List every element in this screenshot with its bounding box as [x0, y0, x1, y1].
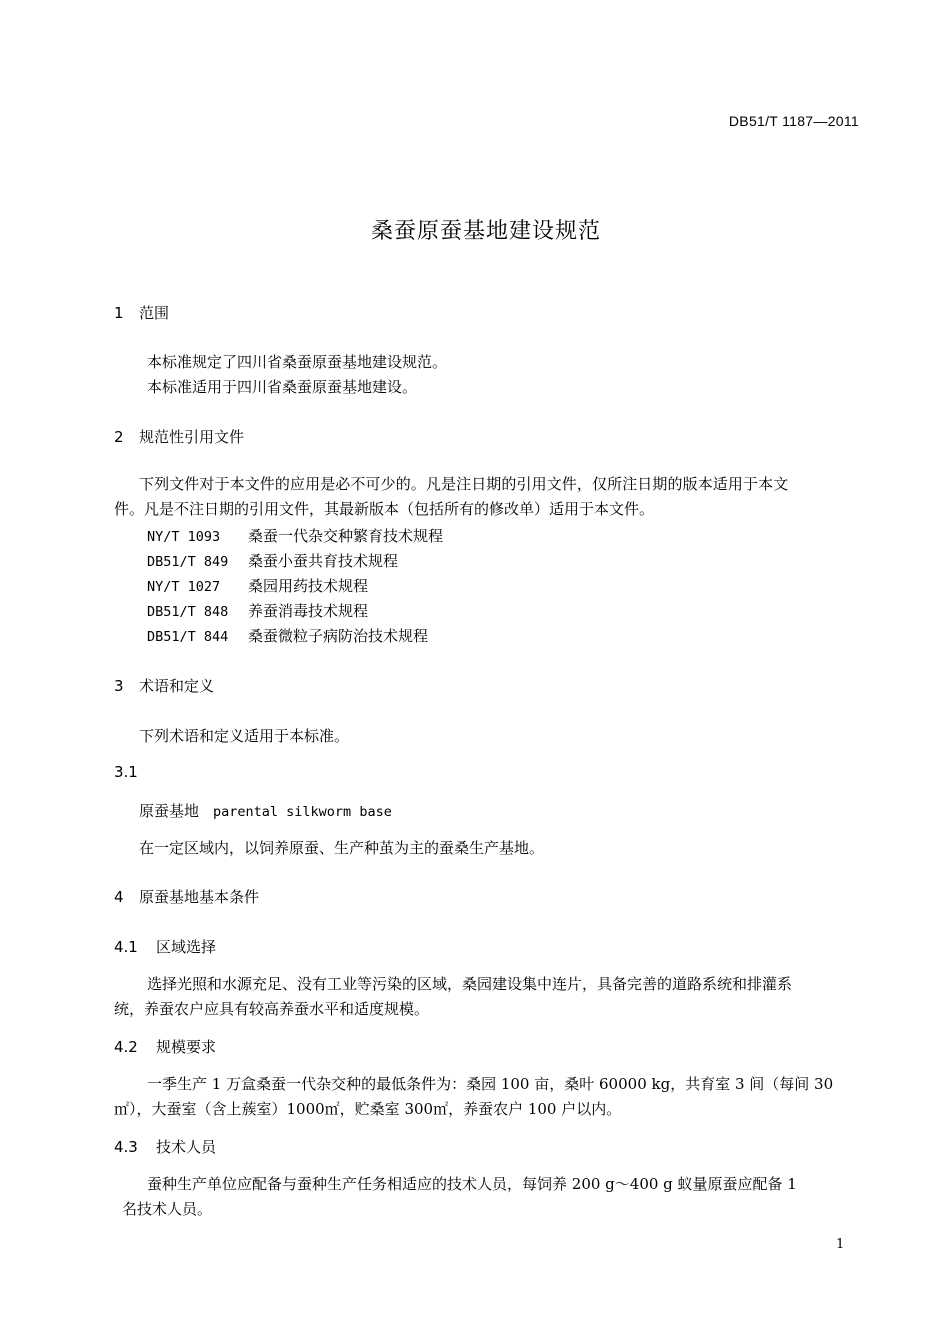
section-2-intro-line-1: 下列文件对于本文件的应用是必不可少的。凡是注日期的引用文件，仅所注日期的版本适用于本文 — [139, 475, 789, 493]
section-4-heading — [114, 886, 259, 907]
reference-title: 养蚕消毒技术规程 — [248, 602, 369, 620]
reference-code: DB51/T 844 — [147, 629, 229, 645]
reference-item — [147, 550, 398, 571]
subsection-4-2-line-1: 一季生产 1 万盒桑蚕一代杂交种的最低条件为：桑园 100 亩，桑叶 60000 kg，共育室 3 间（每间 30 — [147, 1075, 834, 1093]
reference-code: DB51/T 848 — [147, 604, 229, 620]
subsection-4-1-line-2: 统，养蚕农户应具有较高养蚕水平和适度规模。 — [114, 1000, 430, 1018]
subsection-number: 4.3 — [114, 1138, 138, 1156]
subsection-4-1-line-1: 选择光照和水源充足、没有工业等污染的区域，桑园建设集中连片，具备完善的道路系统和排灌系 — [147, 975, 793, 993]
reference-title: 桑园用药技术规程 — [248, 577, 369, 595]
reference-item — [147, 600, 368, 621]
section-3-heading — [114, 675, 214, 696]
subsection-title: 规模要求 — [156, 1038, 217, 1056]
reference-code: NY/T 1093 — [147, 529, 221, 545]
section-title: 规范性引用文件 — [139, 428, 245, 446]
term-entry — [139, 800, 392, 821]
subsection-4-2-heading — [114, 1036, 216, 1057]
reference-title: 桑蚕微粒子病防治技术规程 — [248, 627, 429, 645]
subsection-number: 4.1 — [114, 938, 138, 956]
reference-item — [147, 575, 368, 596]
subsection-number: 4.2 — [114, 1038, 138, 1056]
subsection-4-3-heading — [114, 1136, 216, 1157]
reference-item — [147, 625, 428, 646]
section-title: 术语和定义 — [139, 677, 215, 695]
section-2-intro-line-2: 件。凡是不注日期的引用文件，其最新版本（包括所有的修改单）适用于本文件。 — [114, 500, 655, 518]
subsection-title: 技术人员 — [156, 1138, 217, 1156]
subsection-4-2-line-2: ㎡），大蚕室（含上蔟室）1000㎡，贮桑室 300㎡，养蚕农户 100 户以内。 — [114, 1100, 622, 1118]
section-number: 1 — [114, 304, 124, 322]
subsection-4-1-heading — [114, 936, 216, 957]
section-title: 范围 — [139, 304, 170, 322]
section-number: 3 — [114, 677, 124, 695]
reference-title: 桑蚕一代杂交种繁育技术规程 — [248, 527, 444, 545]
page-number: 1 — [836, 1237, 845, 1252]
term-english: parental silkworm base — [213, 804, 392, 820]
section-number: 2 — [114, 428, 124, 446]
subsection-4-3-line-1: 蚕种生产单位应配备与蚕种生产任务相适应的技术人员，每饲养 200 g～400 g 蚁量原蚕应配备 1 — [147, 1175, 797, 1193]
section-title: 原蚕基地基本条件 — [139, 888, 260, 906]
reference-code: DB51/T 849 — [147, 554, 229, 570]
reference-code: NY/T 1027 — [147, 579, 221, 595]
reference-item — [147, 525, 443, 546]
reference-title: 桑蚕小蚕共育技术规程 — [248, 552, 399, 570]
section-3-intro: 下列术语和定义适用于本标准。 — [139, 727, 350, 745]
section-2-heading — [114, 426, 244, 447]
section-number: 4 — [114, 888, 124, 906]
section-1-paragraph-2: 本标准适用于四川省桑蚕原蚕基地建设。 — [147, 378, 418, 396]
section-1-paragraph-1: 本标准规定了四川省桑蚕原蚕基地建设规范。 — [147, 353, 448, 371]
document-title: 桑蚕原蚕基地建设规范 — [370, 219, 601, 244]
term-definition: 在一定区域内，以饲养原蚕、生产种茧为主的蚕桑生产基地。 — [139, 839, 545, 857]
term-chinese: 原蚕基地 — [139, 802, 200, 820]
subsection-title: 区域选择 — [156, 938, 217, 956]
term-number: 3.1 — [114, 763, 138, 781]
standard-code: DB51/T 1187—2011 — [728, 113, 859, 129]
subsection-4-3-line-2: 名技术人员。 — [122, 1200, 213, 1218]
section-1-heading — [114, 302, 169, 323]
